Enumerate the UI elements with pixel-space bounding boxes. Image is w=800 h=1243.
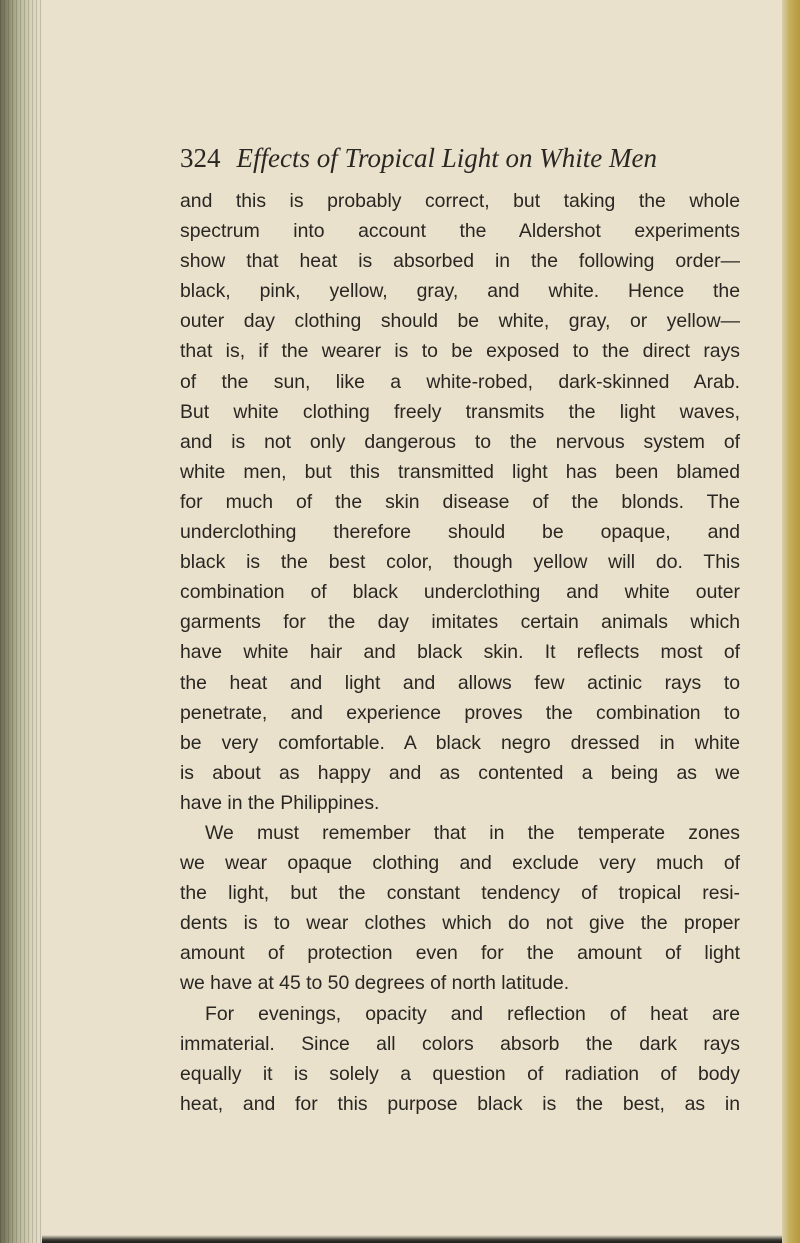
text-line: spectrum into account the Aldershot experiments [180, 220, 740, 243]
text-line: of the sun, like a white-robed, dark-skinned Arab. [180, 370, 740, 393]
text-line: outer day clothing should be white, gray, or yellow— [180, 310, 740, 333]
text-line: be very comfortable. A black negro dressed in white [180, 731, 740, 754]
text-line: black, pink, yellow, gray, and white. Hence the [180, 280, 740, 303]
text-line: immaterial. Since all colors absorb the dark rays [180, 1032, 740, 1055]
text-line: the light, but the constant tendency of tropical resi- [180, 882, 740, 905]
text-line: white men, but this transmitted light has been blamed [180, 460, 740, 483]
text-line: have in the Philippines. [180, 791, 380, 814]
text-line: penetrate, and experience proves the combination to [180, 701, 740, 724]
running-header [180, 143, 740, 174]
text-line: heat, and for this purpose black is the best, as in [180, 1092, 740, 1115]
text-line: for much of the skin disease of the blonds. The [180, 490, 740, 513]
page-number: 324 [180, 143, 221, 173]
running-title: Effects of Tropical Light on White Men [236, 143, 657, 173]
text-line: we wear opaque clothing and exclude very much of [180, 852, 740, 875]
text-line: We must remember that in the temperate zones [205, 821, 740, 844]
text-line: garments for the day imitates certain animals which [180, 611, 740, 634]
text-line: and is not only dangerous to the nervous system of [180, 430, 740, 453]
text-line: show that heat is absorbed in the following order— [180, 250, 740, 273]
text-line: black is the best color, though yellow will do. This [180, 551, 740, 574]
text-line: that is, if the wearer is to be exposed to the direct rays [180, 340, 740, 363]
text-line: the heat and light and allows few actinic rays to [180, 671, 740, 694]
text-line: amount of protection even for the amount of light [180, 942, 740, 965]
body-text [180, 186, 740, 1119]
text-line: combination of black underclothing and white outer [180, 581, 740, 604]
text-line: is about as happy and as contented a being as we [180, 761, 740, 784]
text-line: we have at 45 to 50 degrees of north latitude. [180, 972, 570, 995]
text-line: and this is probably correct, but taking the whole [180, 190, 740, 212]
text-line: But white clothing freely transmits the light waves, [180, 400, 740, 423]
text-line: have white hair and black skin. It reflects most of [180, 641, 740, 664]
text-line: For evenings, opacity and reflection of heat are [205, 1002, 740, 1025]
text-line: dents is to wear clothes which do not give the proper [180, 912, 740, 935]
text-line: equally it is solely a question of radiation of body [180, 1062, 740, 1085]
text-line: underclothing therefore should be opaque, and [180, 521, 740, 544]
